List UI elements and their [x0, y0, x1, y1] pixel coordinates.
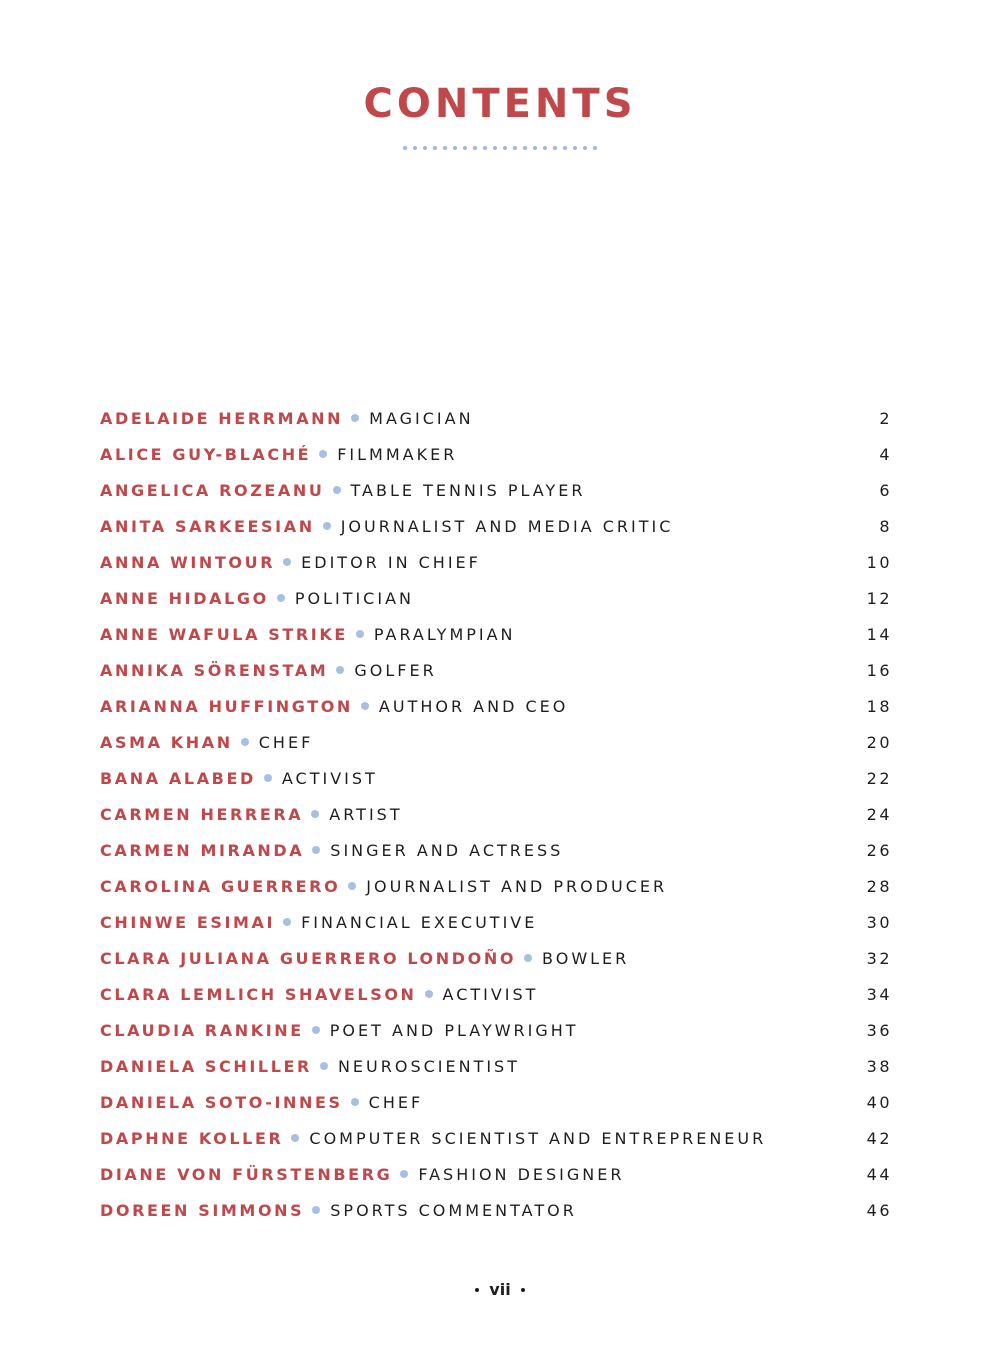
- bullet-dot-icon: [291, 1134, 299, 1142]
- toc-entry[interactable]: [100, 1012, 892, 1048]
- entry-role: TABLE TENNIS PLAYER: [350, 480, 586, 500]
- entry-name: DANIELA SCHILLER: [100, 1056, 312, 1076]
- entry-name: CARMEN HERRERA: [100, 804, 304, 824]
- entry-name: ALICE GUY-BLACHÉ: [100, 444, 312, 464]
- entry-page-number: 22: [866, 768, 892, 788]
- entry-role: ACTIVIST: [281, 768, 378, 788]
- toc-entry[interactable]: [100, 940, 892, 976]
- toc-entry[interactable]: [100, 688, 892, 724]
- entry-role: POET AND PLAYWRIGHT: [329, 1020, 579, 1040]
- entry-role: AUTHOR AND CEO: [378, 696, 569, 716]
- bullet-dot-icon: [336, 666, 344, 674]
- entry-role: NEUROSCIENTIST: [337, 1056, 520, 1076]
- entry-page-number: 36: [866, 1020, 892, 1040]
- entry-name: CARMEN MIRANDA: [100, 840, 305, 860]
- entry-role: PARALYMPIAN: [373, 624, 516, 644]
- entry-page-number: 16: [866, 660, 892, 680]
- entry-page-number: 32: [866, 948, 892, 968]
- toc-entry[interactable]: [100, 796, 892, 832]
- bullet-dot-icon: [311, 810, 319, 818]
- bullet-dot-icon: [283, 918, 291, 926]
- bullet-dot-icon: [283, 558, 291, 566]
- toc-entry[interactable]: [100, 832, 892, 868]
- entry-name: CLARA JULIANA GUERRERO LONDOÑO: [100, 948, 517, 968]
- toc-entry[interactable]: [100, 508, 892, 544]
- entry-name: ARIANNA HUFFINGTON: [100, 696, 353, 716]
- entry-role: JOURNALIST AND MEDIA CRITIC: [340, 516, 674, 536]
- toc-entry[interactable]: [100, 976, 892, 1012]
- entry-name: ANNIKA SÖRENSTAM: [100, 660, 329, 680]
- entry-role: CHEF: [258, 732, 314, 752]
- bullet-dot-icon: [348, 882, 356, 890]
- bullet-dot-icon: [241, 738, 249, 746]
- entry-name: ANNE WAFULA STRIKE: [100, 624, 348, 644]
- toc-entry[interactable]: [100, 472, 892, 508]
- entry-page-number: 44: [866, 1164, 892, 1184]
- table-of-contents: [100, 400, 892, 1228]
- entry-page-number: 26: [866, 840, 892, 860]
- entry-name: ANITA SARKEESIAN: [100, 516, 315, 536]
- toc-entry[interactable]: [100, 724, 892, 760]
- page-number: vii: [489, 1280, 511, 1299]
- entry-role: GOLFER: [354, 660, 437, 680]
- entry-page-number: 18: [866, 696, 892, 716]
- bullet-dot-icon: [361, 702, 369, 710]
- folio-dot-icon: [475, 1288, 479, 1292]
- bullet-dot-icon: [320, 1062, 328, 1070]
- toc-entry[interactable]: [100, 580, 892, 616]
- bullet-dot-icon: [312, 1206, 320, 1214]
- entry-role: EDITOR IN CHIEF: [301, 552, 481, 572]
- entry-name: DIANE VON FÜRSTENBERG: [100, 1164, 393, 1184]
- bullet-dot-icon: [323, 522, 331, 530]
- entry-name: CHINWE ESIMAI: [100, 912, 276, 932]
- toc-entry[interactable]: [100, 1048, 892, 1084]
- toc-entry[interactable]: [100, 1156, 892, 1192]
- bullet-dot-icon: [312, 846, 320, 854]
- toc-entry[interactable]: [100, 1120, 892, 1156]
- bullet-dot-icon: [351, 414, 359, 422]
- entry-page-number: 14: [866, 624, 892, 644]
- toc-entry[interactable]: [100, 400, 892, 436]
- entry-page-number: 34: [866, 984, 892, 1004]
- bullet-dot-icon: [400, 1170, 408, 1178]
- bullet-dot-icon: [333, 486, 341, 494]
- entry-name: CAROLINA GUERRERO: [100, 876, 341, 896]
- entry-page-number: 10: [866, 552, 892, 572]
- entry-name: ADELAIDE HERRMANN: [100, 408, 344, 428]
- entry-role: CHEF: [368, 1092, 424, 1112]
- entry-role: FILMMAKER: [337, 444, 458, 464]
- entry-name: CLAUDIA RANKINE: [100, 1020, 304, 1040]
- entry-role: JOURNALIST AND PRODUCER: [366, 876, 668, 896]
- bullet-dot-icon: [351, 1098, 359, 1106]
- entry-page-number: 8: [879, 516, 892, 536]
- entry-page-number: 2: [879, 408, 892, 428]
- entry-name: ANNA WINTOUR: [100, 552, 276, 572]
- bullet-dot-icon: [356, 630, 364, 638]
- entry-page-number: 42: [866, 1128, 892, 1148]
- entry-page-number: 30: [866, 912, 892, 932]
- bullet-dot-icon: [319, 450, 327, 458]
- entry-role: ACTIVIST: [442, 984, 539, 1004]
- dotted-divider: [0, 146, 1000, 150]
- toc-entry[interactable]: [100, 868, 892, 904]
- page-title: CONTENTS: [363, 81, 637, 127]
- toc-entry[interactable]: [100, 760, 892, 796]
- entry-page-number: 40: [866, 1092, 892, 1112]
- bullet-dot-icon: [277, 594, 285, 602]
- entry-page-number: 24: [866, 804, 892, 824]
- entry-name: DOREEN SIMMONS: [100, 1200, 305, 1220]
- entry-name: BANA ALABED: [100, 768, 256, 788]
- entry-role: FASHION DESIGNER: [418, 1164, 625, 1184]
- entry-page-number: 38: [866, 1056, 892, 1076]
- entry-page-number: 28: [866, 876, 892, 896]
- toc-entry[interactable]: [100, 616, 892, 652]
- bullet-dot-icon: [425, 990, 433, 998]
- entry-role: MAGICIAN: [369, 408, 474, 428]
- entry-role: SPORTS COMMENTATOR: [330, 1200, 577, 1220]
- toc-entry[interactable]: [100, 544, 892, 580]
- folio-dot-icon: [521, 1288, 525, 1292]
- page-number-footer: [0, 1280, 1000, 1299]
- toc-entry[interactable]: [100, 904, 892, 940]
- entry-name: ANGELICA ROZEANU: [100, 480, 325, 500]
- entry-page-number: 20: [866, 732, 892, 752]
- entry-role: SINGER AND ACTRESS: [330, 840, 564, 860]
- entry-role: FINANCIAL EXECUTIVE: [301, 912, 538, 932]
- bullet-dot-icon: [264, 774, 272, 782]
- toc-entry[interactable]: [100, 1084, 892, 1120]
- entry-name: DAPHNE KOLLER: [100, 1128, 284, 1148]
- entry-page-number: 4: [879, 444, 892, 464]
- entry-name: ANNE HIDALGO: [100, 588, 269, 608]
- toc-entry[interactable]: [100, 652, 892, 688]
- entry-role: ARTIST: [329, 804, 403, 824]
- entry-role: COMPUTER SCIENTIST AND ENTREPRENEUR: [309, 1128, 767, 1148]
- entry-name: DANIELA SOTO-INNES: [100, 1092, 343, 1112]
- entry-page-number: 6: [879, 480, 892, 500]
- bullet-dot-icon: [312, 1026, 320, 1034]
- entry-page-number: 46: [866, 1200, 892, 1220]
- bullet-dot-icon: [524, 954, 532, 962]
- entry-role: BOWLER: [542, 948, 630, 968]
- entry-name: ASMA KHAN: [100, 732, 233, 752]
- entry-page-number: 12: [866, 588, 892, 608]
- entry-name: CLARA LEMLICH SHAVELSON: [100, 984, 417, 1004]
- toc-entry[interactable]: [100, 436, 892, 472]
- entry-role: POLITICIAN: [294, 588, 414, 608]
- toc-entry[interactable]: [100, 1192, 892, 1228]
